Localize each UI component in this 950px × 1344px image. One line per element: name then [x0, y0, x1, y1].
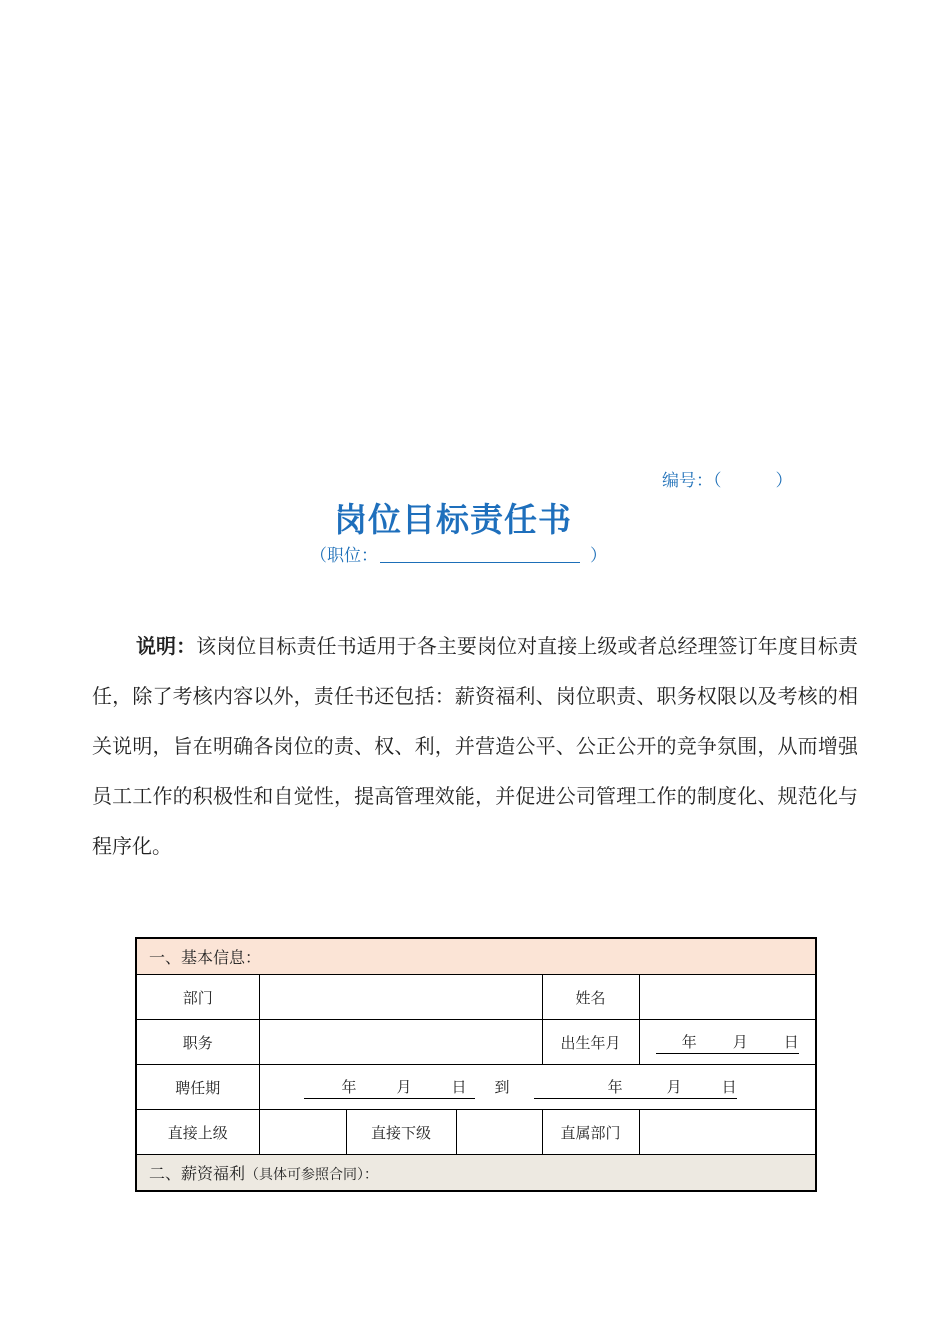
label-direct-dept: 直属部门 — [542, 1110, 639, 1155]
label-post: 职务 — [136, 1020, 259, 1065]
birth-date-underline — [656, 1031, 799, 1054]
section-header-basic-info — [136, 938, 816, 975]
birth-day: 日 — [783, 1032, 799, 1051]
position-blank[interactable] — [380, 546, 580, 563]
section-title-salary — [136, 1155, 816, 1192]
table-row — [136, 975, 816, 1020]
term-end-year: 年 — [607, 1077, 623, 1096]
label-name: 姓名 — [542, 975, 639, 1020]
label-term: 聘任期 — [136, 1065, 259, 1110]
term-start-year: 年 — [341, 1077, 357, 1096]
section-title-basic-info: 一、基本信息： — [136, 938, 816, 975]
term-to: 到 — [494, 1077, 510, 1096]
table-row — [136, 1110, 816, 1155]
birth-month: 月 — [732, 1032, 748, 1051]
term-start-underline — [304, 1076, 475, 1099]
serial-label: 编号：（ — [662, 471, 722, 491]
serial-close: ） — [775, 471, 793, 491]
description-text: 该岗位目标责任书适用于各主要岗位对直接上级或者总经理签订年度目标责任，除了考核内容以外，责任书还包括：薪资福利、岗位职责、职务权限以及考核的相关说明，旨在明确各岗位的责、权、利，并营造公平、公正公开的竞争氛围，从而增强员工工作的积极性和自觉性，提高管理效能，并促进公司管理工作的制度化、规范化与程序化。 — [92, 634, 858, 858]
label-birth: 出生年月 — [542, 1020, 639, 1065]
section-title-salary-note: （具体可参照合同）： — [245, 1167, 379, 1183]
birth-year: 年 — [681, 1032, 697, 1051]
label-superior: 直接上级 — [136, 1110, 259, 1155]
basic-info-table — [135, 937, 817, 1192]
value-direct-dept[interactable] — [639, 1110, 816, 1155]
value-department[interactable] — [259, 975, 542, 1020]
serial-number — [662, 466, 793, 491]
term-start-month: 月 — [396, 1077, 412, 1096]
term-start-day: 日 — [451, 1077, 467, 1096]
section-header-salary — [136, 1155, 816, 1192]
term-end-underline — [534, 1076, 737, 1099]
description-label: 说明： — [136, 634, 197, 658]
position-label: （职位： — [310, 546, 378, 566]
value-subordinate[interactable] — [456, 1110, 542, 1155]
label-department: 部门 — [136, 975, 259, 1020]
table-row — [136, 1065, 816, 1110]
section-title-salary-main: 二、薪资福利 — [149, 1164, 246, 1183]
description-paragraph — [92, 621, 858, 871]
value-term[interactable] — [259, 1065, 816, 1110]
term-end-day: 日 — [721, 1077, 737, 1096]
position-line — [310, 541, 607, 566]
page-title: 岗位目标责任书 — [334, 500, 572, 539]
value-birth[interactable] — [639, 1020, 816, 1065]
table-row — [136, 1020, 816, 1065]
term-dates — [260, 1076, 816, 1099]
value-post[interactable] — [259, 1020, 542, 1065]
value-name[interactable] — [639, 975, 816, 1020]
label-subordinate: 直接下级 — [346, 1110, 456, 1155]
value-superior[interactable] — [259, 1110, 346, 1155]
term-end-month: 月 — [666, 1077, 682, 1096]
position-close: ） — [590, 546, 607, 566]
